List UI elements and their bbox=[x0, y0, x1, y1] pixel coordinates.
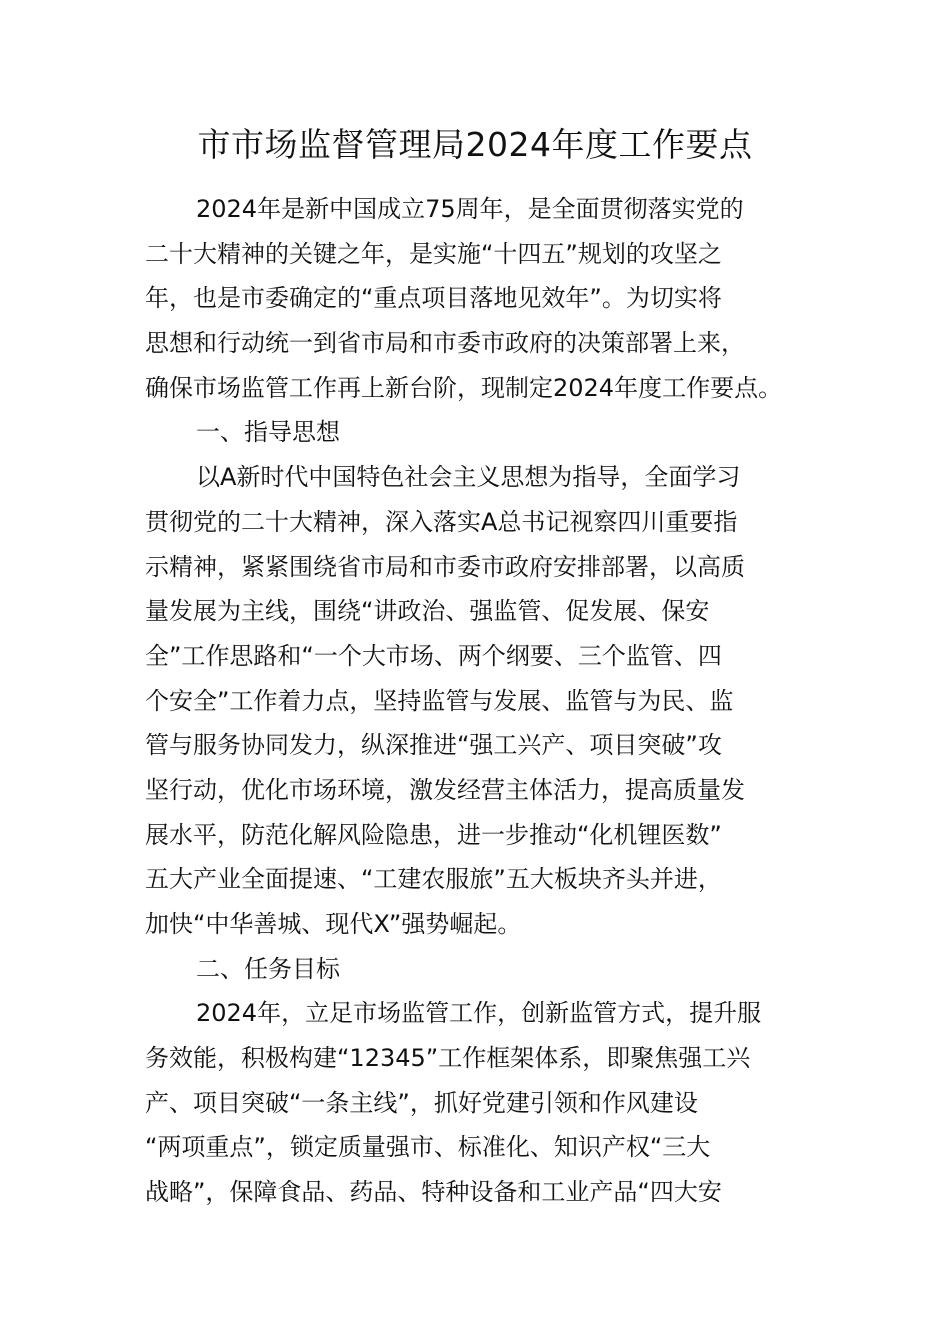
paragraph-line: 以A新时代中国特色社会主义思想为指导，全面学习 bbox=[196, 463, 741, 492]
paragraph-line: 产、项目突破“一条主线”，抓好党建引领和作风建设 bbox=[145, 1088, 698, 1117]
paragraph-line: 思想和行动统一到省市局和市委市政府的决策部署上来， bbox=[145, 329, 745, 358]
paragraph-line: 年，也是市委确定的“重点项目落地见效年”。为切实将 bbox=[145, 284, 722, 313]
paragraph-line: 贯彻党的二十大精神，深入落实A总书记视察四川重要指 bbox=[145, 507, 738, 536]
paragraph-line: 加快“中华善城、现代X”强势崛起。 bbox=[145, 910, 522, 938]
paragraph-line: 确保市场监管工作再上新台阶，现制定2024年度工作要点。 bbox=[145, 373, 783, 402]
paragraph-line: 量发展为主线，围绕“讲政治、强监管、促发展、保安 bbox=[145, 597, 710, 626]
section-heading: 二、任务目标 bbox=[196, 954, 340, 983]
document-body bbox=[145, 187, 825, 1215]
paragraph-line: 个安全”工作着力点，坚持监管与发展、监管与为民、监 bbox=[145, 686, 734, 715]
paragraph-line: 管与服务协同发力，纵深推进“强工兴产、项目突破”攻 bbox=[145, 731, 722, 760]
paragraph-line: 五大产业全面提速、“工建农服旅”五大板块齐头并进， bbox=[145, 865, 722, 894]
paragraph-line: 2024年是新中国成立75周年，是全面贯彻落实党的 bbox=[196, 195, 744, 223]
paragraph-line: 2024年，立足市场监管工作，创新监管方式，提升服 bbox=[196, 999, 762, 1028]
paragraph-line: “两项重点”，锁定质量强市、标准化、知识产权“三大 bbox=[145, 1133, 711, 1162]
section-heading: 一、指导思想 bbox=[196, 418, 340, 447]
paragraph-line: 全”工作思路和“一个大市场、两个纲要、三个监管、四 bbox=[145, 641, 722, 670]
paragraph-line: 战略”，保障食品、药品、特种设备和工业产品“四大安 bbox=[145, 1178, 722, 1207]
paragraph-line: 示精神，紧紧围绕省市局和市委市政府安排部署，以高质 bbox=[145, 552, 745, 581]
paragraph-line: 坚行动，优化市场环境，激发经营主体活力，提高质量发 bbox=[145, 775, 745, 804]
paragraph-line: 务效能，积极构建“12345”工作框架体系，即聚焦强工兴 bbox=[145, 1044, 751, 1073]
paragraph-line: 二十大精神的关键之年，是实施“十四五”规划的攻坚之 bbox=[145, 239, 722, 268]
paragraph-line: 展水平，防范化解风险隐患，进一步推动“化机锂医数” bbox=[145, 820, 722, 849]
document-title: 市市场监督管理局2024年度工作要点 bbox=[197, 125, 753, 164]
